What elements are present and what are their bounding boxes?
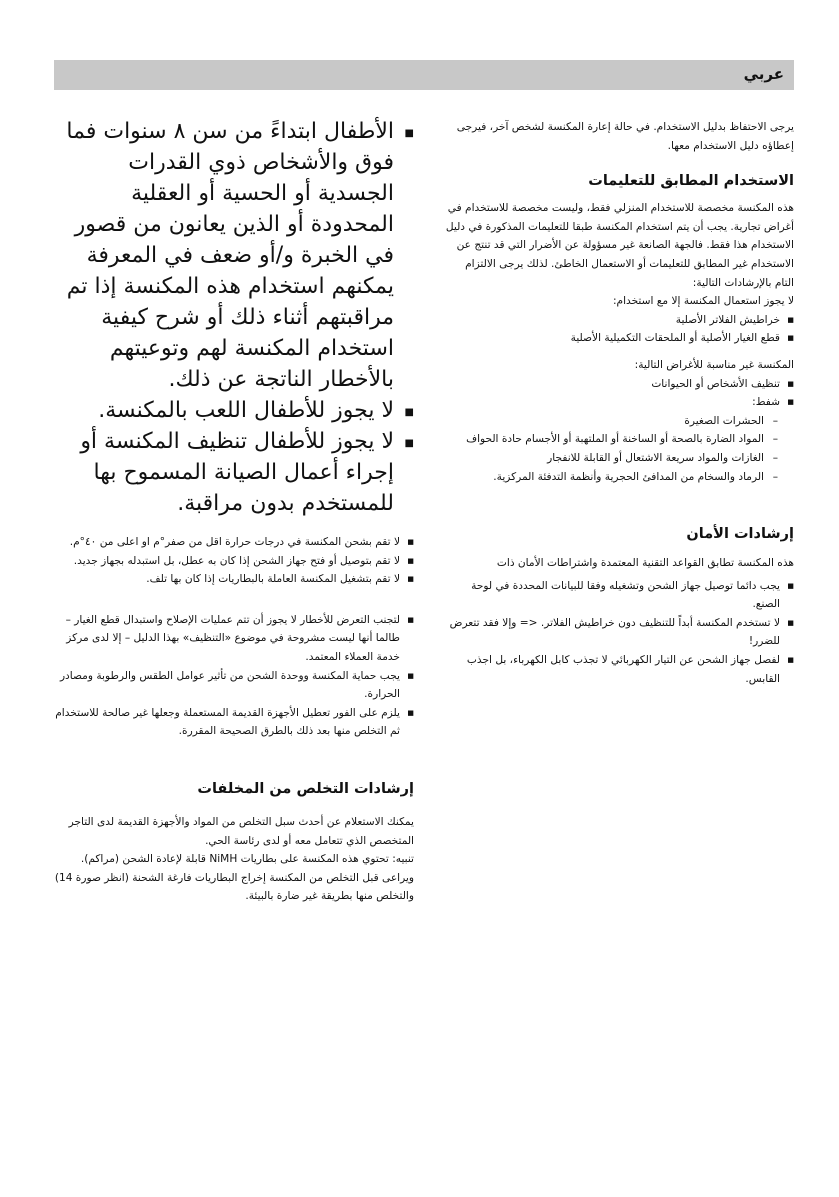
- right-column: [444, 118, 794, 688]
- list-item: ■ لا تقم بتوصيل أو فتح جهاز الشحن إذا كان به عطل، بل استبدله بجهاز جديد.: [54, 552, 414, 571]
- list-item: ■ شفط:: [444, 393, 794, 412]
- suction-list: [444, 412, 794, 486]
- list-item: – الغازات والمواد سريعة الاشتعال أو القابلة للانفجار: [444, 449, 778, 468]
- list-item: ■ لتجنب التعرض للأخطار لا يجوز أن تتم عمليات الإصلاح واستبدال قطع الغيار – طالما أنها ليست مشروحة في موضوع «التنظيف» بهذا الدليل – إلا لدى مركز خدمة العملاء المعتمد.: [54, 611, 414, 667]
- safety-title: إرشادات الأمان: [686, 526, 794, 543]
- list-item: ■ لا يجوز للأطفال تنظيف المكنسة أو إجراء أعمال الصيانة المسموح بها للمستخدم بدون مراقبة.: [54, 426, 414, 519]
- intro-text: يرجى الاحتفاظ بدليل الاستخدام. في حالة إعارة المكنسة لشخص آخر، فيرجى إعطاؤه دليل الاستخدام معها.: [456, 121, 794, 152]
- list-item: ■ لا يجوز للأطفال اللعب بالمكنسة.: [54, 395, 414, 426]
- only-with-label: لا يجوز استعمال المكنسة إلا مع استخدام:: [612, 295, 794, 308]
- list-item: ■ خراطيش الفلاتر الأصلية: [444, 311, 794, 330]
- language-label: عربي: [743, 65, 784, 83]
- not-suitable-list: [444, 375, 794, 412]
- list-item: – الحشرات الصغيرة: [444, 412, 778, 431]
- list-item: ■ لا تقم بشحن المكنسة في درجات حرارة اقل من صفر°م او اعلى من ٤٠°م.: [54, 533, 414, 552]
- list-item: ■ لا تقم بتشغيل المكنسة العاملة بالبطاريات إذا كان بها تلف.: [54, 570, 414, 589]
- list-item: ■ الأطفال ابتداءً من سن ٨ سنوات فما فوق والأشخاص ذوي القدرات الجسدية أو الحسية أو العقلية المحدودة أو الذين يعانون من قصور في الخبرة و/أو ضعف في المعرفة يمكنهم استخدام هذه المكنسة إذا تم مراقبتهم أثناء ذلك أو شرح كيفية استخدام المكنسة لهم وتوعيتهم بالأخطار الناتجة عن ذلك.: [54, 116, 414, 395]
- not-suitable-label: المكنسة غير مناسبة للأغراض التالية:: [634, 358, 794, 371]
- usage-title: الاستخدام المطابق للتعليمات: [588, 173, 794, 190]
- children-warnings-list: [54, 116, 414, 519]
- list-item: ■ يجب حماية المكنسة ووحدة الشحن من تأثير عوامل الطقس والرطوبة ومصادر الحرارة.: [54, 667, 414, 704]
- usage-text: هذه المكنسة مخصصة للاستخدام المنزلي فقط، وليست مخصصة للاستخدام في أغراض تجارية. يجب أن يتم استخدام المكنسة طبقا للتعليمات المذكورة في دليل الاستخدام هذا فقط. فالجهة الصانعة غير مسؤولة عن الأضرار التي قد تنتج عن الاستخدام غير المطابق للتعليمات أو الاستعمال الخاطئ. لذلك يرجى الالتزام التام بالإرشادات التالية:: [445, 202, 794, 289]
- safety-list: [444, 577, 794, 689]
- disposal-text: يمكنك الاستعلام عن أحدث سبل التخلص من المواد والأجهزة القديمة لدى التاجر المتخصص الذي تتعامل معه أو لدى رئاسة الحي.: [68, 815, 414, 847]
- list-item: ■ قطع الغيار الأصلية أو الملحقات التكميلية الأصلية: [444, 329, 794, 348]
- list-item: ■ يجب دائما توصيل جهاز الشحن وتشغيله وفقا للبيانات المحددة في لوحة الصنع.: [444, 577, 794, 614]
- disposal-note: تنبيه: تحتوي هذه المكنسة على بطاريات NiMH قابلة لإعادة الشحن (مراكم). ويراعى قبل التخلص من المكنسة إخراج البطاريات فارغة الشحنة (انظر صورة 14) والتخلص منها بطريقة غير ضارة بالبيئة.: [54, 853, 414, 903]
- charging-warnings-list: [54, 533, 414, 589]
- list-item: – الرماد والسخام من المدافئ الحجرية وأنظمة التدفئة المركزية.: [444, 468, 778, 487]
- header-bar: [54, 60, 794, 90]
- list-item: ■ لفصل جهاز الشحن عن التيار الكهربائي لا تجذب كابل الكهرباء، بل اجذب القابس.: [444, 651, 794, 688]
- repair-warnings-list: [54, 611, 414, 741]
- only-with-list: [444, 311, 794, 348]
- disposal-title: إرشادات التخلص من المخلفات: [197, 780, 414, 797]
- safety-text: هذه المكنسة تطابق القواعد التقنية المعتمدة واشتراطات الأمان ذات: [496, 557, 794, 570]
- list-item: ■ يلزم على الفور تعطيل الأجهزة القديمة المستعملة وجعلها غير صالحة للاستخدام ثم التخلص منها بعد ذلك بالطرق الصحيحة المقررة.: [54, 704, 414, 741]
- left-column: [54, 116, 414, 906]
- list-item: ■ تنظيف الأشخاص أو الحيوانات: [444, 375, 794, 394]
- list-item: ■ لا تستخدم المكنسة أبداً للتنظيف دون خراطيش الفلاتر. <= وإلا فقد تتعرض للضرر!: [444, 614, 794, 651]
- list-item: – المواد الضارة بالصحة أو الساخنة أو الملتهبة أو الأجسام حادة الحواف: [444, 430, 778, 449]
